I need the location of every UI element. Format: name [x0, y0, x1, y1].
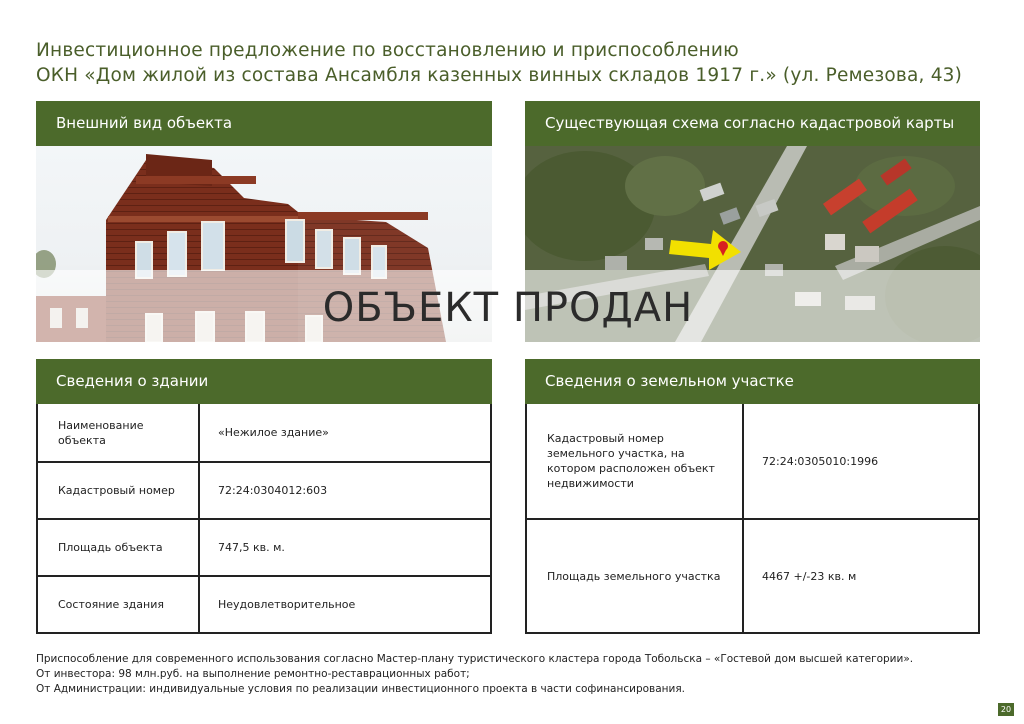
- photo-panel-heading: Внешний вид объекта: [36, 101, 492, 146]
- footer-line-1: Приспособление для современного использования согласно Мастер-плану туристического кластера города Тобольска – «Гостевой дом высшей категории».: [36, 653, 914, 665]
- building-condition-value: Неудовлетворительное: [218, 598, 356, 611]
- building-info-table: [36, 404, 492, 634]
- building-name-value: «Нежилое здание»: [218, 426, 329, 439]
- building-info-heading: Сведения о здании: [36, 359, 492, 404]
- building-area-label: Площадь объекта: [38, 520, 200, 575]
- page-number: 20: [998, 703, 1014, 716]
- cadastral-number-label: Кадастровый номер: [38, 463, 200, 518]
- land-info-table: [525, 404, 980, 634]
- cadastral-number-value: 72:24:0304012:603: [218, 484, 328, 497]
- building-area-value: 747,5 кв. м.: [218, 541, 285, 554]
- land-info-heading: Сведения о земельном участке: [525, 359, 980, 404]
- table-row: [38, 404, 490, 461]
- table-row: [527, 518, 978, 632]
- land-area-label: Площадь земельного участка: [527, 520, 744, 632]
- land-area-value: 4467 +/-23 кв. м: [762, 569, 857, 583]
- title-line-1: Инвестиционное предложение по восстановлению и приспособлению: [36, 40, 739, 61]
- table-row: [38, 518, 490, 575]
- map-panel-heading: Существующая схема согласно кадастровой карты: [525, 101, 980, 146]
- table-row: [527, 404, 978, 518]
- title-line-2: ОКН «Дом жилой из состава Ансамбля казенных винных складов 1917 г.» (ул. Ремезова, 43): [36, 65, 963, 86]
- land-cadastral-label: Кадастровый номер земельного участка, на котором расположен объект недвижимости: [527, 404, 744, 518]
- table-row: [38, 461, 490, 518]
- building-condition-label: Состояние здания: [38, 577, 200, 632]
- footer-notes: [36, 652, 996, 697]
- land-cadastral-value: 72:24:0305010:1996: [762, 454, 879, 468]
- footer-line-2: От инвестора: 98 млн.руб. на выполнение ремонтно-реставрационных работ;: [36, 668, 470, 680]
- sold-overlay-text: ОБЪЕКТ ПРОДАН: [322, 285, 694, 331]
- building-name-label: Наименование объекта: [38, 404, 200, 461]
- page-title: [36, 38, 996, 88]
- footer-line-3: От Администрации: индивидуальные условия по реализации инвестиционного проекта в части софинансирования.: [36, 683, 686, 695]
- table-row: [38, 575, 490, 632]
